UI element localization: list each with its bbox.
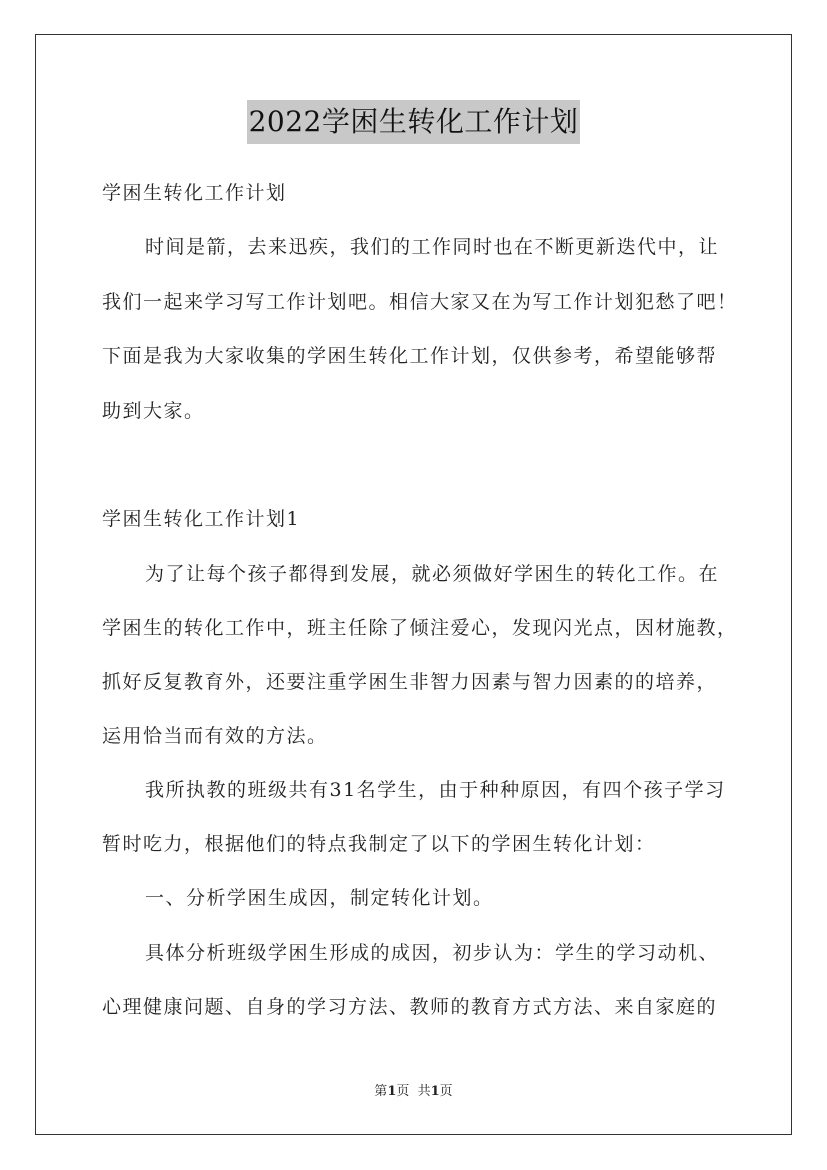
paragraph-line: 时间是箭，去来迅疾，我们的工作同时也在不断更新迭代中，让 bbox=[145, 236, 720, 258]
footer-middle: 页 共 bbox=[396, 1084, 431, 1099]
footer-prefix: 第 bbox=[374, 1084, 388, 1099]
paragraph-line: 暂时吃力，根据他们的特点我制定了以下的学困生转化计划： bbox=[102, 833, 656, 855]
page-footer bbox=[0, 1084, 827, 1100]
section-heading: 学困生转化工作计划1 bbox=[102, 508, 301, 530]
paragraph-line: 学困生的转化工作中，班主任除了倾注爱心，发现闪光点，因材施教， bbox=[102, 617, 738, 639]
paragraph-line: 心理健康问题、自身的学习方法、教师的教育方式方法、来自家庭的 bbox=[102, 996, 718, 1018]
total-page-number: 1 bbox=[430, 1084, 440, 1099]
paragraph-line: 下面是我为大家收集的学困生转化工作计划，仅供参考，希望能够帮 bbox=[102, 345, 718, 367]
footer-suffix: 页 bbox=[439, 1084, 453, 1099]
paragraph-line: 为了让每个孩子都得到发展，就必须做好学困生的转化工作。在 bbox=[145, 563, 720, 585]
title-container bbox=[0, 100, 827, 144]
current-page-number: 1 bbox=[387, 1084, 397, 1099]
paragraph-line: 运用恰当而有效的方法。 bbox=[102, 725, 328, 747]
paragraph-line: 助到大家。 bbox=[102, 400, 205, 422]
section-heading: 学困生转化工作计划 bbox=[102, 182, 287, 204]
document-title: 2022学困生转化工作计划 bbox=[247, 100, 581, 144]
paragraph-line: 抓好反复教育外，还要注重学困生非智力因素与智力因素的的培养， bbox=[102, 671, 718, 693]
paragraph-line: 我们一起来学习写工作计划吧。相信大家又在为写工作计划犯愁了吧！ bbox=[102, 291, 738, 313]
paragraph-line: 一、分析学困生成因，制定转化计划。 bbox=[145, 887, 494, 909]
paragraph-line: 具体分析班级学困生形成的成因，初步认为：学生的学习动机、 bbox=[145, 942, 720, 964]
paragraph-line: 我所执教的班级共有31名学生，由于种种原因，有四个孩子学习 bbox=[145, 779, 726, 801]
